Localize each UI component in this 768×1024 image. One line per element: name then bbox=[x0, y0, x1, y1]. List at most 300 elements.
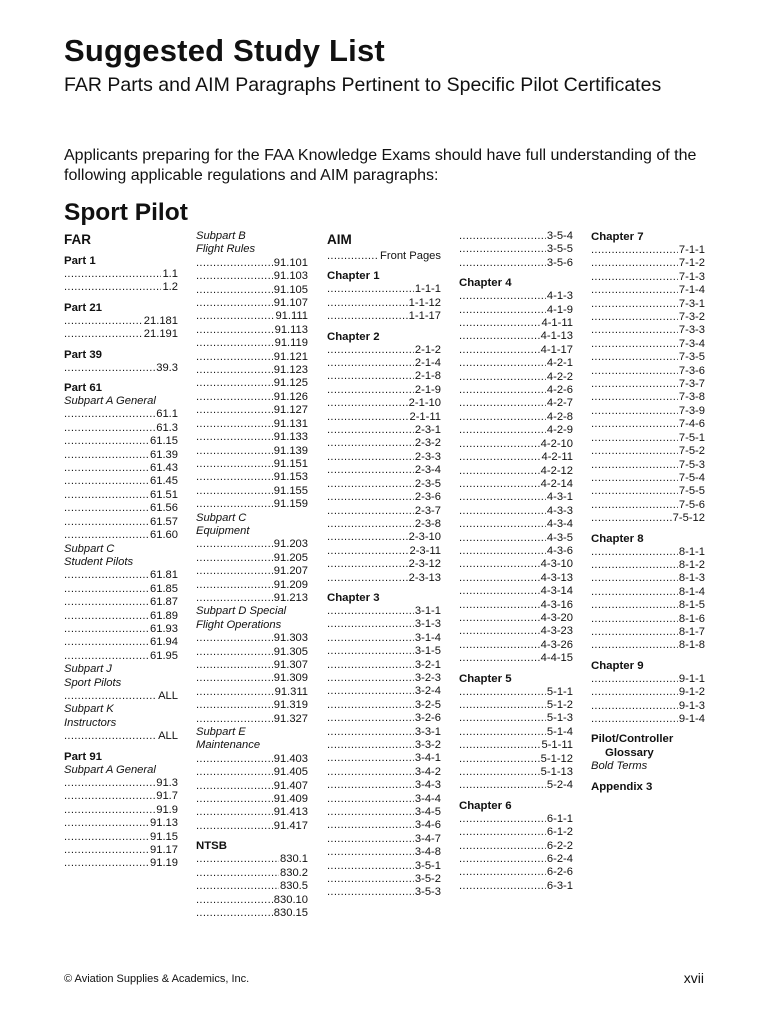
entry-reference: 7-5-6 bbox=[678, 498, 705, 511]
dot-leader bbox=[591, 700, 678, 713]
list-entry bbox=[196, 713, 308, 726]
list-entry bbox=[591, 284, 705, 297]
dot-leader bbox=[327, 558, 408, 571]
dot-leader bbox=[196, 337, 274, 350]
dot-leader bbox=[327, 739, 414, 752]
study-list-column-2 bbox=[196, 230, 308, 920]
list-entry bbox=[591, 351, 705, 364]
list-entry bbox=[196, 632, 308, 645]
list-entry bbox=[196, 880, 308, 893]
dot-leader bbox=[591, 432, 678, 445]
entry-reference: 4-2-8 bbox=[546, 410, 573, 423]
entry-reference: 1.2 bbox=[162, 281, 178, 294]
list-entry bbox=[196, 867, 308, 880]
list-entry bbox=[459, 230, 573, 243]
dot-leader bbox=[591, 673, 678, 686]
dot-leader bbox=[459, 384, 546, 397]
dot-leader bbox=[64, 623, 149, 636]
list-entry bbox=[591, 613, 705, 626]
list-entry bbox=[459, 739, 573, 752]
dot-leader bbox=[64, 569, 149, 582]
entry-reference: 5-1-1 bbox=[546, 685, 573, 698]
list-entry bbox=[327, 310, 441, 323]
dot-leader bbox=[459, 813, 546, 826]
entry-reference: 91.119 bbox=[274, 337, 308, 350]
dot-leader bbox=[196, 820, 273, 833]
entry-reference: 3-5-3 bbox=[414, 886, 441, 899]
list-entry bbox=[459, 625, 573, 638]
entry-reference: 91.327 bbox=[273, 712, 308, 725]
entry-reference: 4-2-9 bbox=[546, 424, 573, 437]
list-entry bbox=[327, 752, 441, 765]
list-entry bbox=[591, 572, 705, 585]
dot-leader bbox=[196, 310, 274, 323]
list-entry bbox=[196, 324, 308, 337]
list-entry bbox=[591, 499, 705, 512]
dot-leader bbox=[64, 730, 157, 743]
entry-reference: 91.123 bbox=[273, 364, 308, 377]
entry-reference: 61.56 bbox=[150, 502, 178, 515]
dot-leader bbox=[591, 626, 678, 639]
dot-leader bbox=[196, 351, 273, 364]
subpart-label: Maintenance bbox=[196, 739, 261, 752]
dot-leader bbox=[327, 310, 408, 323]
entry-reference: 61.89 bbox=[150, 609, 178, 622]
list-entry bbox=[327, 645, 441, 658]
list-entry bbox=[591, 338, 705, 351]
list-entry bbox=[459, 357, 573, 370]
list-entry bbox=[459, 686, 573, 699]
list-entry bbox=[196, 766, 308, 779]
entry-reference: 9-1-1 bbox=[678, 672, 705, 685]
list-entry bbox=[64, 315, 178, 328]
dot-leader bbox=[591, 512, 672, 525]
list-entry bbox=[327, 545, 441, 558]
dot-leader bbox=[327, 491, 414, 504]
entry-reference: 5-1-11 bbox=[541, 739, 573, 752]
dot-leader bbox=[196, 458, 273, 471]
dot-leader bbox=[327, 886, 414, 899]
dot-leader bbox=[64, 844, 149, 857]
list-entry bbox=[591, 391, 705, 404]
dot-leader bbox=[327, 505, 414, 518]
dot-leader bbox=[327, 437, 414, 450]
entry-reference: 2-1-9 bbox=[414, 383, 441, 396]
list-entry bbox=[64, 596, 178, 609]
list-entry bbox=[327, 357, 441, 370]
entry-reference: 61.45 bbox=[150, 475, 178, 488]
entry-reference: 3-2-3 bbox=[414, 671, 441, 684]
dot-leader bbox=[196, 659, 273, 672]
dot-leader bbox=[459, 866, 546, 879]
dot-leader bbox=[327, 860, 414, 873]
dot-leader bbox=[591, 599, 678, 612]
entry-reference: 7-5-1 bbox=[678, 431, 705, 444]
dot-leader bbox=[327, 712, 414, 725]
dot-leader bbox=[591, 639, 678, 652]
entry-reference: 61.95 bbox=[150, 649, 178, 662]
entry-reference: 3-5-6 bbox=[546, 256, 573, 269]
subheading: Chapter 8 bbox=[591, 532, 644, 545]
entry-reference: 39.3 bbox=[156, 361, 178, 374]
dot-leader bbox=[327, 572, 408, 585]
entry-reference: ALL bbox=[158, 689, 178, 702]
entry-reference: 6-1-1 bbox=[546, 812, 573, 825]
entry-reference: 7-3-4 bbox=[678, 337, 705, 350]
list-entry bbox=[459, 779, 573, 792]
list-entry bbox=[196, 297, 308, 310]
entry-reference: 2-3-4 bbox=[414, 464, 441, 477]
list-entry bbox=[327, 699, 441, 712]
entry-reference: 6-2-2 bbox=[546, 839, 573, 852]
entry-reference: 91.7 bbox=[156, 790, 178, 803]
dot-leader bbox=[196, 471, 273, 484]
dot-leader bbox=[196, 391, 273, 404]
list-entry bbox=[64, 636, 178, 649]
subheading: Chapter 7 bbox=[591, 231, 644, 243]
dot-leader bbox=[591, 338, 678, 351]
list-entry bbox=[327, 886, 441, 899]
list-entry bbox=[459, 545, 573, 558]
list-entry bbox=[327, 344, 441, 357]
entry-reference: 3-2-1 bbox=[414, 658, 441, 671]
list-entry bbox=[196, 592, 308, 605]
list-entry bbox=[196, 686, 308, 699]
list-entry bbox=[196, 672, 308, 685]
list-entry bbox=[327, 384, 441, 397]
entry-reference: 5-1-4 bbox=[546, 725, 573, 738]
dot-leader bbox=[196, 324, 274, 337]
entry-reference: 8-1-2 bbox=[678, 558, 705, 571]
subpart-label: Subpart D Special bbox=[196, 605, 287, 618]
subheading: Appendix 3 bbox=[591, 780, 653, 793]
dot-leader bbox=[64, 362, 155, 375]
subheading: Chapter 4 bbox=[459, 277, 512, 290]
list-entry bbox=[196, 485, 308, 498]
list-entry bbox=[591, 432, 705, 445]
dot-leader bbox=[459, 572, 540, 585]
list-entry bbox=[64, 362, 178, 375]
dot-leader bbox=[459, 612, 540, 625]
entry-reference: 91.121 bbox=[273, 350, 308, 363]
dot-leader bbox=[327, 357, 414, 370]
entry-reference: 7-3-9 bbox=[678, 404, 705, 417]
entry-reference: 7-5-5 bbox=[678, 485, 705, 498]
entry-reference: 61.51 bbox=[150, 488, 178, 501]
dot-leader bbox=[196, 880, 279, 893]
entry-reference: 91.407 bbox=[273, 779, 308, 792]
list-entry bbox=[591, 324, 705, 337]
dot-leader bbox=[64, 268, 161, 281]
entry-reference: 91.3 bbox=[156, 777, 178, 789]
list-entry bbox=[591, 485, 705, 498]
entry-reference: 3-1-4 bbox=[414, 631, 441, 644]
entry-reference: 2-3-12 bbox=[408, 558, 441, 571]
study-list-column-3 bbox=[327, 230, 441, 900]
dot-leader bbox=[327, 806, 414, 819]
entry-reference: 7-5-3 bbox=[678, 458, 705, 471]
dot-leader bbox=[591, 559, 678, 572]
entry-reference: 4-1-13 bbox=[540, 330, 573, 343]
list-entry bbox=[591, 512, 705, 525]
dot-leader bbox=[64, 610, 149, 623]
dot-leader bbox=[327, 451, 414, 464]
entry-reference: 2-3-7 bbox=[414, 504, 441, 517]
dot-leader bbox=[327, 833, 414, 846]
entry-reference: 91.307 bbox=[273, 659, 308, 671]
entry-reference: 91.127 bbox=[273, 404, 308, 417]
entry-reference: 7-5-2 bbox=[678, 445, 705, 458]
list-entry bbox=[196, 351, 308, 364]
list-entry bbox=[591, 418, 705, 431]
entry-reference: 4-3-3 bbox=[546, 504, 573, 517]
list-entry bbox=[459, 866, 573, 879]
dot-leader bbox=[196, 632, 273, 645]
entry-reference: 91.103 bbox=[273, 270, 308, 283]
entry-reference: ALL bbox=[158, 730, 178, 743]
entry-reference: 4-2-1 bbox=[546, 357, 573, 370]
dot-leader bbox=[64, 408, 155, 421]
subpart-label: Subpart J bbox=[64, 663, 112, 676]
dot-leader bbox=[591, 572, 678, 585]
dot-leader bbox=[459, 779, 546, 792]
dot-leader bbox=[459, 290, 546, 303]
entry-reference: 4-3-23 bbox=[540, 625, 573, 638]
list-entry bbox=[64, 328, 178, 341]
list-entry bbox=[196, 498, 308, 511]
entry-reference: 4-1-3 bbox=[546, 290, 573, 303]
list-entry bbox=[459, 558, 573, 571]
list-entry bbox=[591, 626, 705, 639]
dot-leader bbox=[591, 472, 678, 485]
list-entry bbox=[591, 546, 705, 559]
dot-leader bbox=[591, 378, 678, 391]
footer-copyright: © Aviation Supplies & Academics, Inc. bbox=[64, 973, 250, 985]
dot-leader bbox=[459, 505, 546, 518]
list-entry bbox=[327, 819, 441, 832]
list-entry bbox=[591, 472, 705, 485]
dot-leader bbox=[327, 766, 414, 779]
entry-reference: 4-1-11 bbox=[541, 317, 573, 330]
dot-leader bbox=[459, 739, 540, 752]
list-entry bbox=[327, 779, 441, 792]
dot-leader bbox=[64, 502, 149, 515]
entry-reference: 3-5-5 bbox=[546, 243, 573, 256]
entry-reference: 4-4-15 bbox=[540, 652, 573, 665]
dot-leader bbox=[327, 873, 414, 886]
list-entry bbox=[64, 610, 178, 623]
entry-reference: 4-1-9 bbox=[546, 303, 573, 316]
dot-leader bbox=[64, 281, 161, 294]
dot-leader bbox=[64, 435, 149, 448]
entry-reference: 21.181 bbox=[143, 314, 178, 327]
subheading: Chapter 2 bbox=[327, 330, 380, 343]
dot-leader bbox=[196, 579, 273, 592]
list-entry bbox=[196, 257, 308, 270]
dot-leader bbox=[459, 753, 540, 766]
list-entry bbox=[64, 790, 178, 803]
entry-reference: 3-4-8 bbox=[414, 846, 441, 859]
list-entry bbox=[196, 364, 308, 377]
dot-leader bbox=[459, 840, 546, 853]
list-entry bbox=[196, 284, 308, 297]
entry-reference: 3-5-2 bbox=[414, 873, 441, 886]
dot-leader bbox=[459, 545, 546, 558]
entry-reference: 2-1-10 bbox=[408, 397, 441, 410]
dot-leader bbox=[591, 499, 678, 512]
entry-reference: 4-3-6 bbox=[546, 544, 573, 557]
entry-reference: 91.209 bbox=[273, 578, 308, 591]
dot-leader bbox=[196, 565, 273, 578]
dot-leader bbox=[196, 552, 273, 565]
list-entry bbox=[591, 271, 705, 284]
entry-reference: 61.87 bbox=[150, 596, 178, 609]
list-entry bbox=[196, 579, 308, 592]
dot-leader bbox=[591, 418, 678, 431]
dot-leader bbox=[64, 449, 149, 462]
entry-reference: 61.85 bbox=[150, 582, 178, 595]
entry-reference: 2-3-5 bbox=[414, 477, 441, 490]
dot-leader bbox=[459, 699, 546, 712]
dot-leader bbox=[591, 445, 678, 458]
dot-leader bbox=[459, 257, 546, 270]
list-entry bbox=[327, 833, 441, 846]
dot-leader bbox=[459, 344, 540, 357]
entry-reference: 91.105 bbox=[273, 283, 308, 296]
list-entry bbox=[459, 330, 573, 343]
page-title: Suggested Study List bbox=[64, 33, 385, 68]
entry-reference: 7-3-5 bbox=[678, 351, 705, 364]
group-heading: AIM bbox=[327, 232, 352, 247]
dot-leader bbox=[327, 699, 414, 712]
list-entry bbox=[64, 777, 178, 790]
list-entry bbox=[64, 844, 178, 857]
entry-reference: 4-2-6 bbox=[546, 384, 573, 397]
list-entry bbox=[459, 532, 573, 545]
list-entry bbox=[196, 853, 308, 866]
dot-leader bbox=[459, 243, 546, 256]
dot-leader bbox=[591, 613, 678, 626]
entry-reference: 61.15 bbox=[150, 435, 178, 448]
dot-leader bbox=[459, 518, 546, 531]
list-entry bbox=[459, 344, 573, 357]
dot-leader bbox=[459, 491, 546, 504]
list-entry bbox=[64, 804, 178, 817]
entry-reference: 3-2-5 bbox=[414, 698, 441, 711]
dot-leader bbox=[327, 779, 414, 792]
study-list-column-5 bbox=[591, 230, 705, 794]
list-entry bbox=[327, 632, 441, 645]
list-entry bbox=[64, 489, 178, 502]
dot-leader bbox=[459, 585, 540, 598]
list-entry bbox=[591, 686, 705, 699]
dot-leader bbox=[459, 599, 540, 612]
list-entry bbox=[591, 673, 705, 686]
dot-leader bbox=[591, 686, 678, 699]
dot-leader bbox=[196, 853, 279, 866]
subpart-label: Subpart K bbox=[64, 703, 114, 716]
entry-reference: 2-3-1 bbox=[414, 424, 441, 437]
entry-reference: 9-1-2 bbox=[678, 686, 705, 699]
list-entry bbox=[459, 612, 573, 625]
entry-reference: 91.113 bbox=[274, 323, 308, 336]
list-entry bbox=[64, 462, 178, 475]
entry-reference: 4-3-10 bbox=[540, 558, 573, 571]
subpart-label: Subpart B bbox=[196, 230, 246, 242]
dot-leader bbox=[459, 625, 540, 638]
entry-reference: 61.94 bbox=[150, 636, 178, 649]
subpart-label: Subpart A General bbox=[64, 763, 156, 776]
list-entry bbox=[591, 586, 705, 599]
dot-leader bbox=[64, 650, 149, 663]
dot-leader bbox=[591, 713, 678, 726]
dot-leader bbox=[327, 752, 414, 765]
list-entry bbox=[64, 449, 178, 462]
dot-leader bbox=[327, 726, 414, 739]
dot-leader bbox=[327, 618, 414, 631]
dot-leader bbox=[64, 831, 149, 844]
dot-leader bbox=[64, 857, 149, 870]
entry-reference: 4-3-13 bbox=[540, 571, 573, 584]
entry-reference: 3-4-2 bbox=[414, 765, 441, 778]
dot-leader bbox=[327, 531, 408, 544]
list-entry bbox=[459, 465, 573, 478]
entry-reference: 91.155 bbox=[273, 484, 308, 497]
list-entry bbox=[327, 793, 441, 806]
entry-reference: 2-3-13 bbox=[408, 571, 441, 584]
subpart-label: Student Pilots bbox=[64, 555, 134, 568]
dot-leader bbox=[459, 652, 540, 665]
dot-leader bbox=[459, 357, 546, 370]
list-entry bbox=[196, 270, 308, 283]
list-entry bbox=[64, 529, 178, 542]
dot-leader bbox=[64, 462, 149, 475]
entry-reference: 91.13 bbox=[150, 817, 178, 830]
entry-reference: 3-5-4 bbox=[546, 230, 573, 242]
list-entry bbox=[196, 894, 308, 907]
dot-leader bbox=[591, 298, 678, 311]
entry-reference: 8-1-5 bbox=[678, 599, 705, 612]
entry-reference: 7-5-4 bbox=[678, 471, 705, 484]
list-entry bbox=[459, 424, 573, 437]
subpart-label: Equipment bbox=[196, 524, 250, 537]
subheading: Pilot/Controller bbox=[591, 733, 674, 746]
subpart-label: Subpart C bbox=[64, 542, 115, 555]
dot-leader bbox=[591, 586, 678, 599]
dot-leader bbox=[591, 365, 678, 378]
entry-reference: 9-1-3 bbox=[678, 699, 705, 712]
entry-reference: 830.5 bbox=[280, 880, 308, 893]
list-entry bbox=[459, 840, 573, 853]
dot-leader bbox=[196, 699, 273, 712]
entry-reference: 21.191 bbox=[143, 328, 178, 341]
list-entry bbox=[327, 558, 441, 571]
list-entry bbox=[196, 337, 308, 350]
entry-reference: 3-2-6 bbox=[414, 712, 441, 725]
dot-leader bbox=[459, 371, 546, 384]
entry-reference: 830.2 bbox=[280, 866, 308, 879]
entry-reference: 1-1-12 bbox=[408, 296, 441, 309]
list-entry bbox=[459, 699, 573, 712]
entry-reference: 61.3 bbox=[156, 421, 178, 434]
entry-reference: 3-4-5 bbox=[414, 806, 441, 819]
entry-reference: 4-2-12 bbox=[540, 464, 573, 477]
dot-leader bbox=[64, 529, 149, 542]
dot-leader bbox=[327, 424, 414, 437]
dot-leader bbox=[64, 690, 157, 703]
dot-leader bbox=[327, 819, 414, 832]
list-entry bbox=[327, 846, 441, 859]
